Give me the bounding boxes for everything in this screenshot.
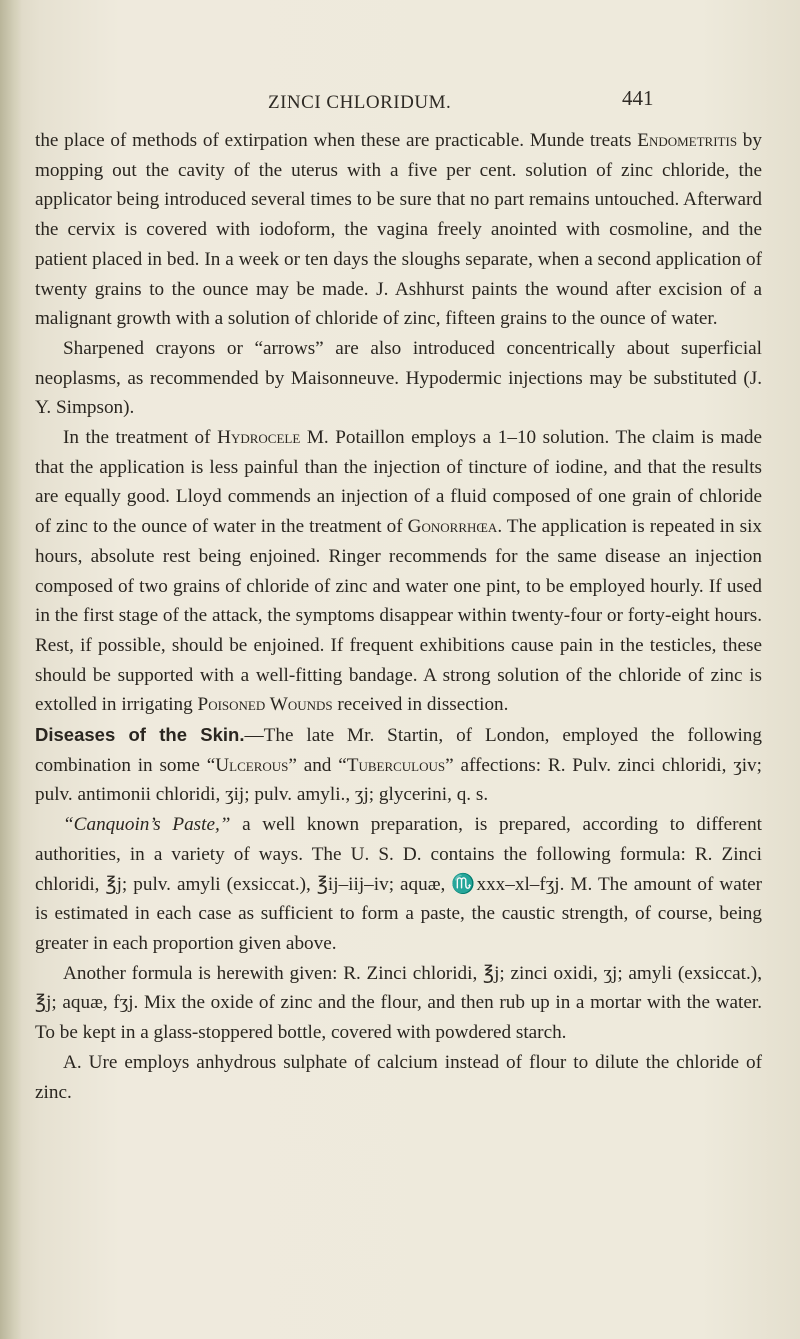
- term-gonorrhoea: Gonorrhœa.: [407, 516, 503, 538]
- paragraph-ure: [35, 1048, 762, 1107]
- page-body: [35, 126, 762, 1107]
- page-spine-shadow: [0, 0, 22, 1339]
- text-run: Sharpened crayons or “arrows” are also introduced concentrically about superficial neoplasms, as recommended by Maisonneuve. Hypodermic injections may be substituted (J. Y. Simpson).: [35, 337, 762, 419]
- page-number: 441: [622, 86, 654, 110]
- text-run: by mopping out the cavity of the uterus with a five per cent. solution of zinc chloride, the applicator being introduced several times to be sure that no part remains untouched. Afterward the cervix is covered with iodoform, the vagina freely anointed with cosmoline, and the patient placed in bed. In a week or ten days the sloughs separate, when a second application of twenty grains to the ounce may be made. J. Ashhurst paints the wound after excision of a malignant growth with a solution of chloride of zinc, fifteen grains to the ounce of water.: [35, 130, 762, 330]
- paragraph-crayons: [35, 334, 762, 423]
- term-ulcerous: Ulcerous: [215, 754, 289, 776]
- page-header: [0, 86, 800, 116]
- paragraph-canquoin: [35, 810, 762, 959]
- text-run: Another formula is herewith given: R. Zinci chloridi, ℥j; zinci oxidi, ʒj; amyli (exsiccat.), ℥j; aquæ, fʒj. Mix the oxide of zinc and the flour, and then rub up in a mortar with the water. To be kept in a glass-stoppered bottle, covered with powdered starch.: [35, 962, 762, 1044]
- text-run: a well known preparation, is prepared, according to different authorities, in a variety of ways. The U. S. D. contains the following formula: R. Zinci chloridi, ℥j; pulv. amyli (exsiccat.), ℥ij–iij–iv; aquæ, ♏xxx–xl–fʒj. M. The amount of water is estimated in each case as sufficient to form a paste, the caustic strength, of course, being greater in each proportion given above.: [35, 814, 763, 954]
- running-title: ZINCI CHLORIDUM.: [268, 92, 452, 113]
- term-hydrocele: Hydrocele: [217, 427, 301, 449]
- paragraph-extirpation: [35, 126, 762, 334]
- paragraph-hydrocele: [35, 423, 762, 720]
- term-poisoned-wounds: Poisoned Wounds: [197, 694, 333, 716]
- text-run: —The late Mr. Startin, of London, employed the following combination in some “: [35, 725, 762, 776]
- text-run: In the treatment of: [63, 427, 218, 449]
- term-tuberculous: Tuberculous: [346, 754, 446, 776]
- text-run: the place of methods of extirpation when these are practicable. Munde treats: [35, 130, 638, 151]
- text-run: A. Ure employs anhydrous sulphate of calcium instead of flour to dilute the chloride of zinc.: [35, 1051, 762, 1103]
- text-run: The application is repeated in six hours, absolute rest being enjoined. Ringer recommends for the same disease an injection composed of two grains of chloride of zinc and water one pint, to be employed hourly. If used in the first stage of the attack, the symptoms disappear within twenty-four or forty-eight hours. Rest, if possible, should be enjoined. If frequent exhibitions cause pain in the testicles, these should be supported with a well-fitting bandage. A strong solution of the chloride of zinc is extolled in irrigating: [35, 516, 762, 716]
- text-run: M. Potaillon employs a 1–10 solution. The claim is made that the application is less painful than the injection of tincture of iodine, and that the results are equally good. Lloyd commends an injection of a fluid composed of one grain of chloride of zinc to the ounce of water in the treatment of: [35, 427, 762, 538]
- paragraph-another-formula: [35, 959, 762, 1048]
- paragraph-skin-diseases: [35, 720, 762, 810]
- text-run: ” affections: R. Pulv. zinci chloridi, ʒiv; pulv. antimonii chloridi, ʒij; pulv. amyli., ʒj; glycerini, q. s.: [35, 754, 762, 806]
- term-endometritis: Endometritis: [637, 130, 738, 151]
- text-run: received in dissection.: [332, 694, 509, 716]
- section-heading-skin: Diseases of the Skin.: [35, 724, 245, 746]
- text-run: ” and “: [288, 754, 347, 776]
- term-canquoins-paste: “Canquoin’s Paste,”: [63, 814, 231, 836]
